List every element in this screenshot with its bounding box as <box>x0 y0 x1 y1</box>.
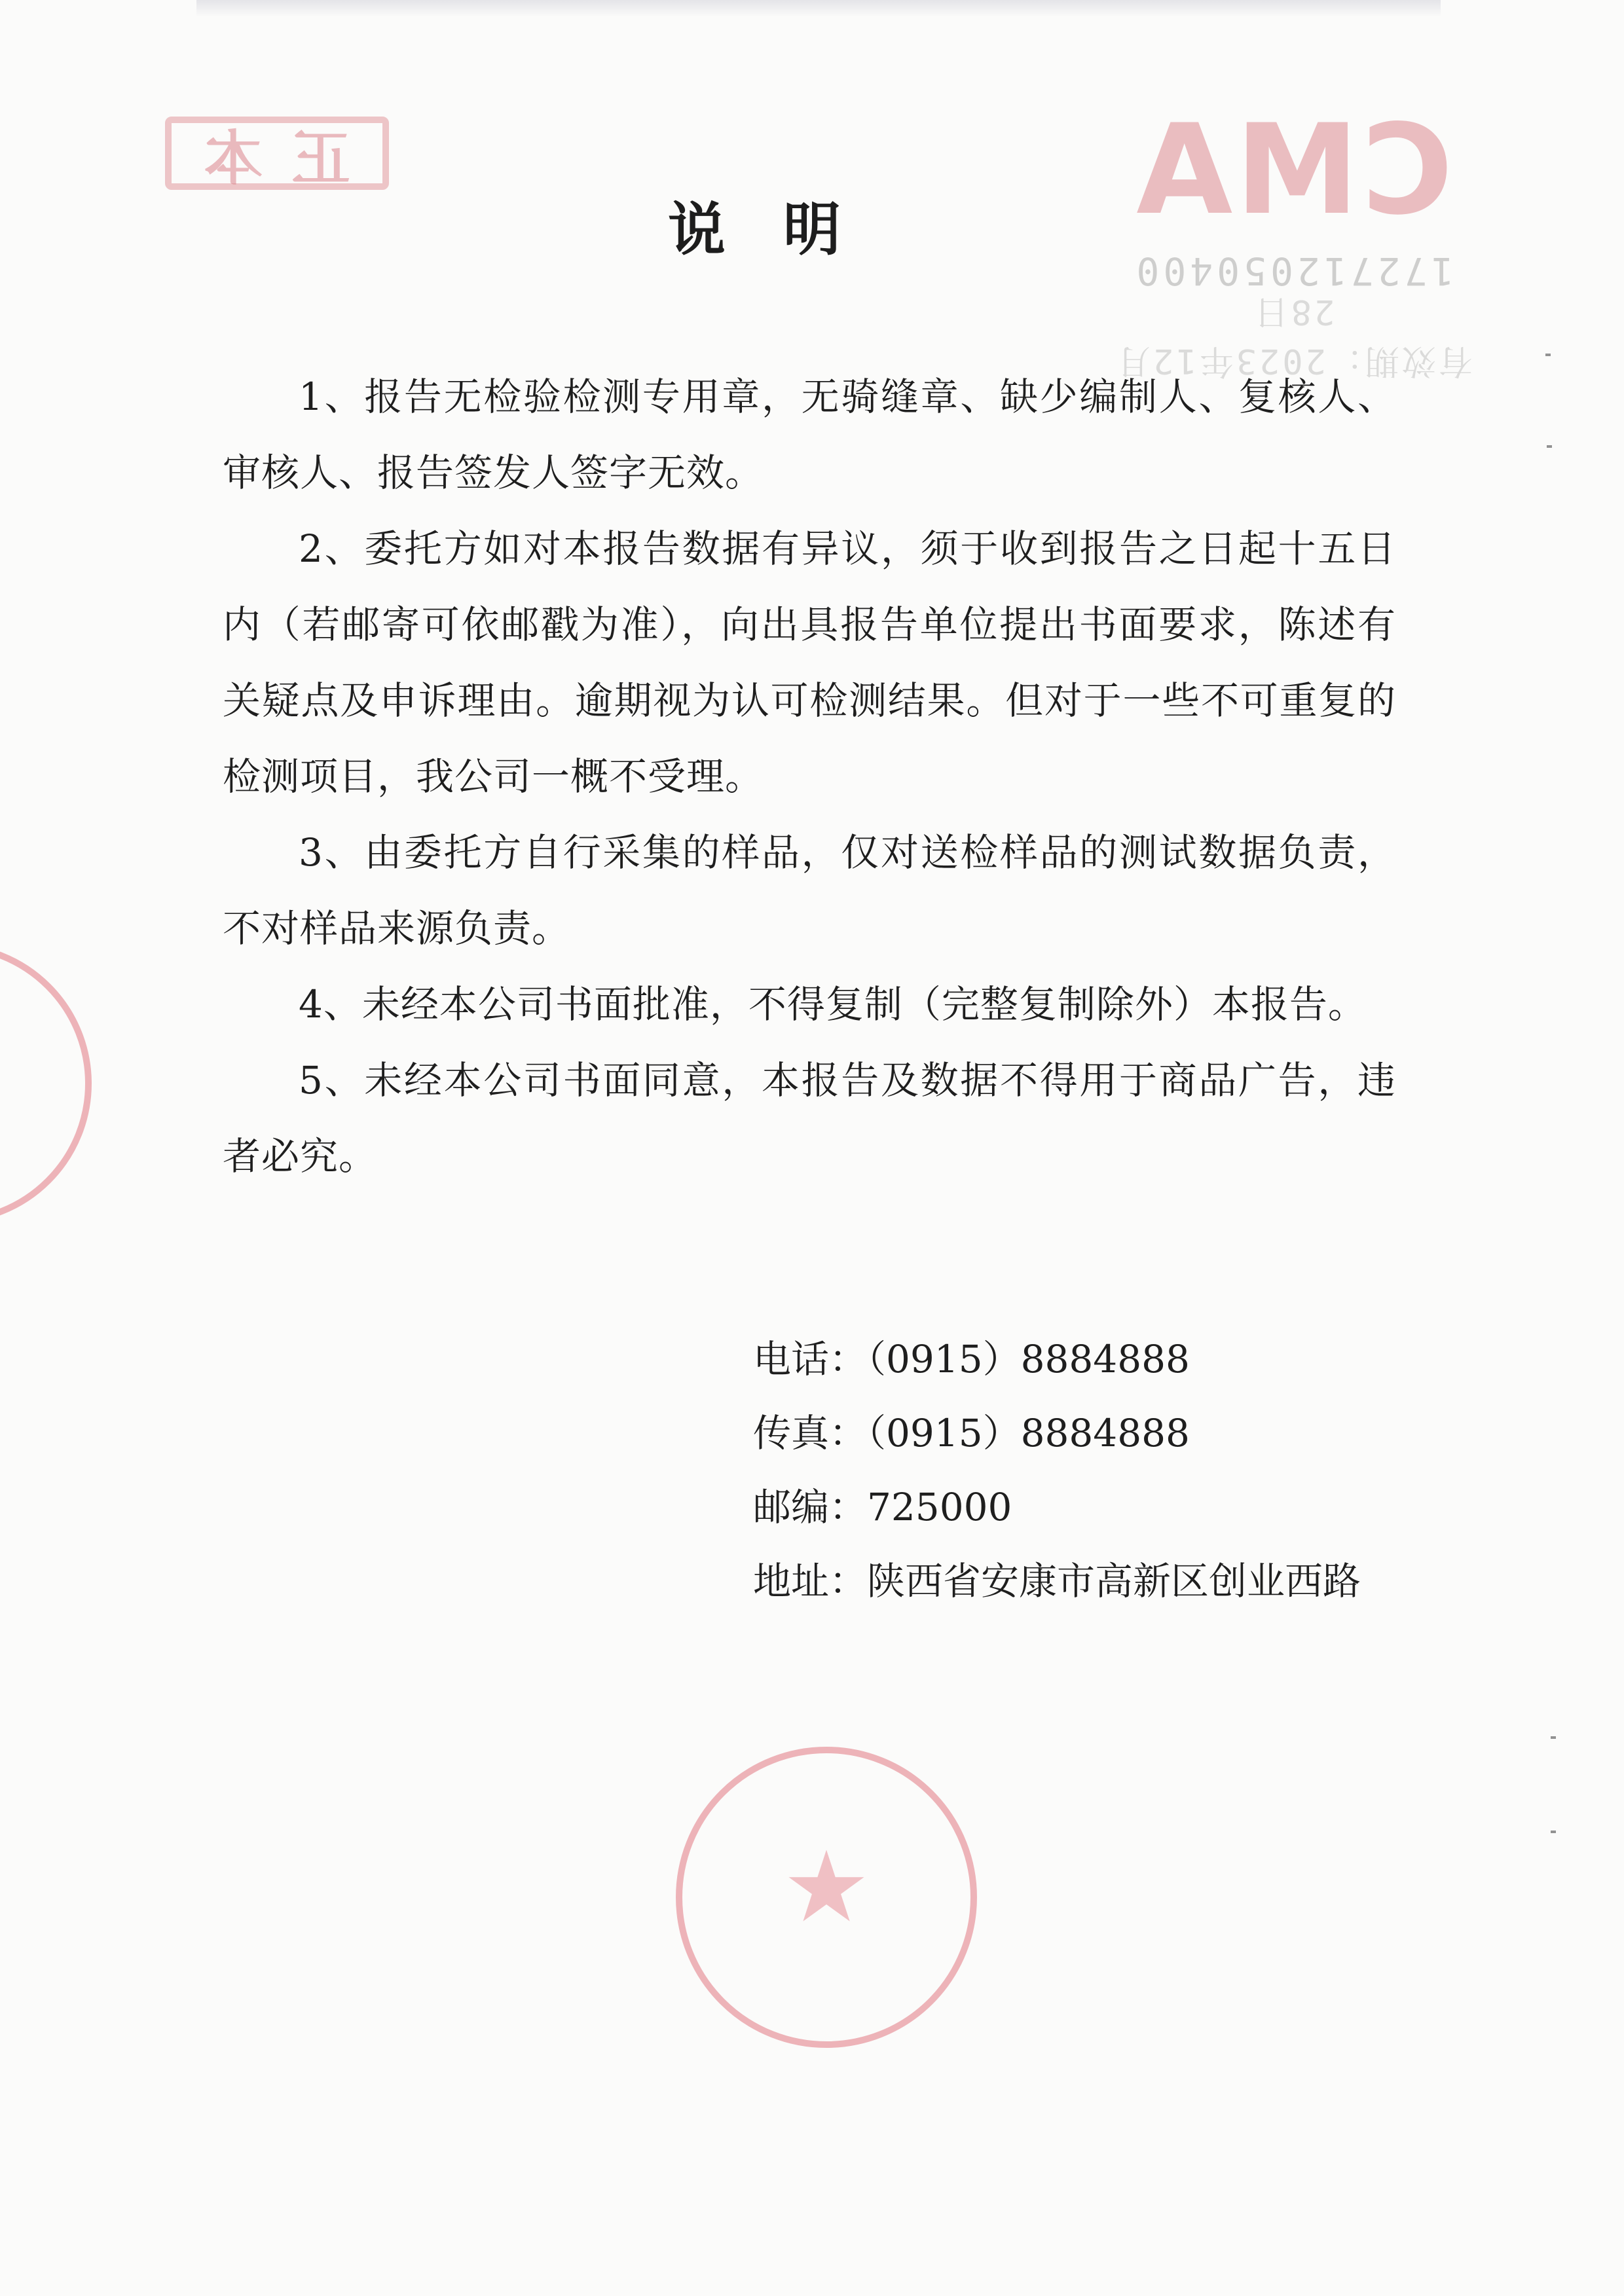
contact-phone: 电话：（0915）8884888 <box>753 1337 1190 1381</box>
margin-mark <box>1545 354 1551 356</box>
contact-postcode: 邮编：725000 <box>753 1485 1012 1529</box>
cma-stamp <box>1100 98 1486 380</box>
seam-seal-left <box>0 943 92 1224</box>
page-title <box>668 190 976 268</box>
notes-list <box>223 359 1396 1194</box>
contact-fax: 传真：（0915）8884888 <box>753 1411 1190 1455</box>
page-title-text: 说 明 <box>668 195 841 263</box>
contact-info <box>753 1322 1408 1618</box>
seal-star-icon: ★ <box>782 1831 871 1944</box>
company-seal <box>676 1747 977 2048</box>
cma-number: 172712050400 <box>1132 249 1454 293</box>
note-item: 2、委托方如对本报告数据有异议，须于收到报告之日起十五日内（若邮寄可依邮戳为准），向出具报告单位提出书面要求，陈述有关疑点及申诉理由。逾期视为认可检测结果。但对于一些不可重复的检测项目，我公司一概不受理。 <box>223 526 1396 799</box>
note-item: 1、报告无检验检测专用章，无骑缝章、缺少编制人、复核人、审核人、报告签发人签字无效。 <box>223 374 1396 495</box>
copy-stamp-char-2: 本 <box>204 124 263 193</box>
copy-stamp-char-1: 正 <box>291 124 350 193</box>
copy-stamp <box>165 117 389 193</box>
margin-mark <box>1547 445 1552 448</box>
margin-mark <box>1551 1736 1556 1739</box>
note-item: 5、未经本公司书面同意，本报告及数据不得用于商品广告，违者必究。 <box>223 1058 1396 1178</box>
note-item: 3、由委托方自行采集的样品，仅对送检样品的测试数据负责，不对样品来源负责。 <box>223 830 1396 951</box>
cma-validity: 有效期：2023年12月28日 <box>1114 292 1473 380</box>
note-item: 4、未经本公司书面批准，不得复制（完整复制除外）本报告。 <box>299 982 1367 1027</box>
scan-shadow <box>196 0 1441 17</box>
margin-mark <box>1551 1831 1556 1833</box>
cma-logo: CMA <box>1134 98 1453 242</box>
contact-address: 地址：陕西省安康市高新区创业西路 <box>753 1559 1361 1603</box>
